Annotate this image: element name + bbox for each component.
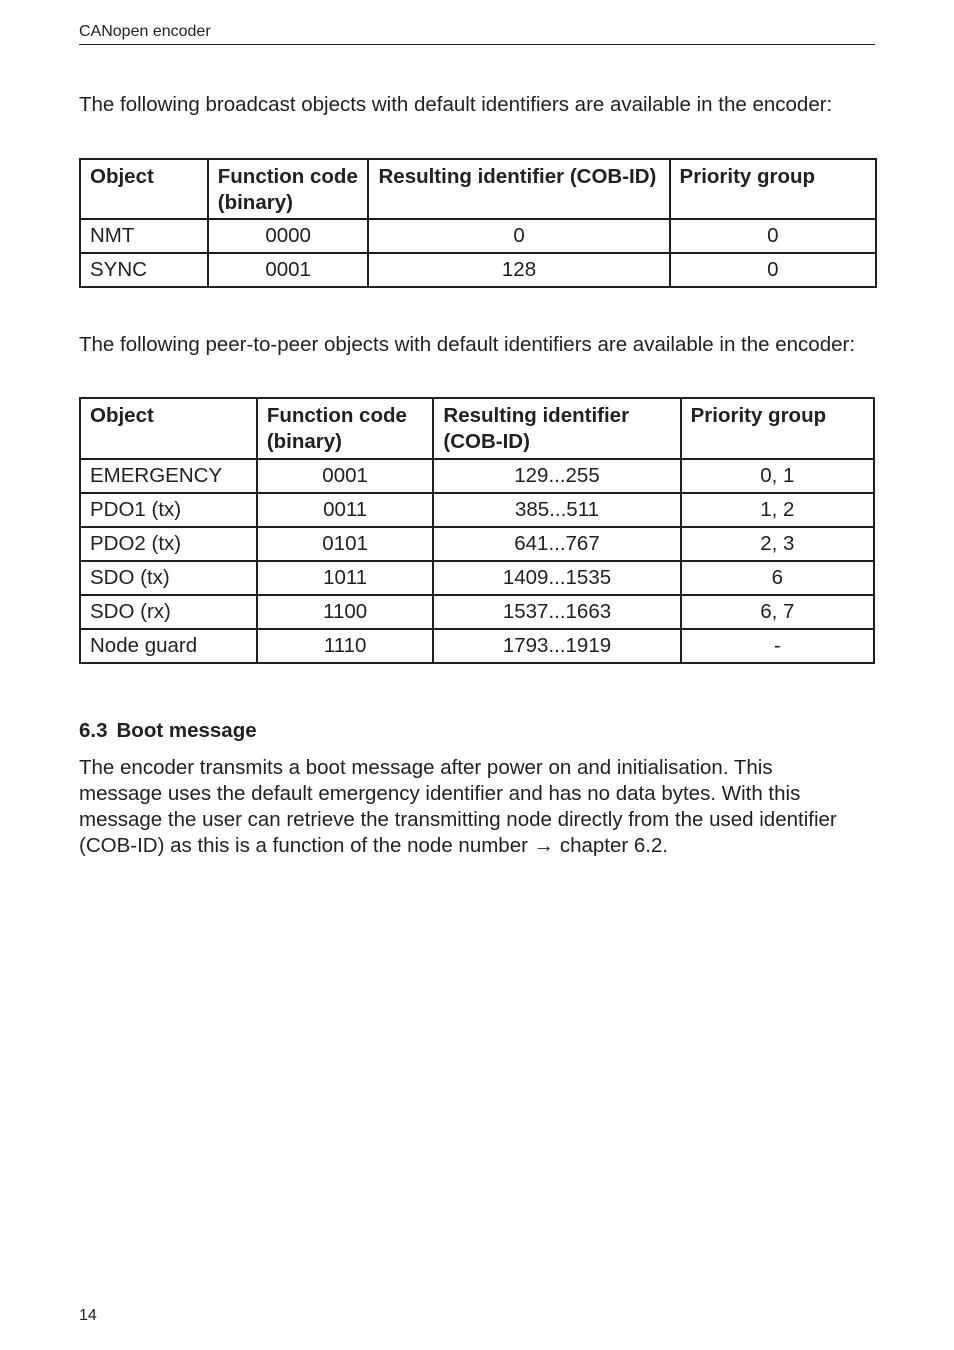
section-body-text: The encoder transmits a boot message after power on and initialisation. This message uses the default emergency identifier and has no data bytes. With this message the user can retrieve the transmitting node directly from the used identifier (COB-ID) as this is a function of the node number → chapter 6.2. (79, 756, 837, 857)
cell-function-code: 1011 (257, 561, 434, 595)
cell-priority-group: - (681, 629, 874, 663)
column-header-function-code: Function code (binary) (257, 398, 434, 459)
cell-object: SYNC (80, 253, 208, 287)
cell-cob-id: 129...255 (433, 459, 680, 493)
cell-object: EMERGENCY (80, 459, 257, 493)
table-row (80, 629, 874, 663)
table-header-row (80, 398, 874, 459)
column-header-function-code: Function code (binary) (208, 159, 369, 219)
cell-object: PDO1 (tx) (80, 493, 257, 527)
cell-function-code: 1100 (257, 595, 434, 629)
cell-cob-id: 128 (368, 253, 669, 287)
cell-priority-group: 0, 1 (681, 459, 874, 493)
cell-priority-group: 0 (670, 219, 876, 253)
table-row (80, 527, 874, 561)
table-row (80, 561, 874, 595)
page-number: 14 (79, 1307, 97, 1324)
cell-priority-group: 6 (681, 561, 874, 595)
table-row (80, 493, 874, 527)
cell-priority-group: 6, 7 (681, 595, 874, 629)
table-header-row (80, 159, 876, 219)
section-number: 6.3 (79, 719, 108, 742)
peer-to-peer-objects-table (79, 397, 875, 664)
column-header-priority-group: Priority group (670, 159, 876, 219)
cell-cob-id: 1537...1663 (433, 595, 680, 629)
cell-priority-group: 2, 3 (681, 527, 874, 561)
table-row (80, 219, 876, 253)
cell-object: PDO2 (tx) (80, 527, 257, 561)
cell-cob-id: 0 (368, 219, 669, 253)
cell-priority-group: 1, 2 (681, 493, 874, 527)
column-header-cob-id: Resulting identifier (COB-ID) (368, 159, 669, 219)
cell-function-code: 0101 (257, 527, 434, 561)
cell-cob-id: 1793...1919 (433, 629, 680, 663)
broadcast-objects-table (79, 158, 877, 288)
cell-function-code: 0001 (208, 253, 369, 287)
cell-object: SDO (rx) (80, 595, 257, 629)
table-row (80, 253, 876, 287)
cell-object: NMT (80, 219, 208, 253)
cell-priority-group: 0 (670, 253, 876, 287)
table-row (80, 459, 874, 493)
cell-cob-id: 1409...1535 (433, 561, 680, 595)
cell-cob-id: 385...511 (433, 493, 680, 527)
cell-function-code: 1110 (257, 629, 434, 663)
column-header-object: Object (80, 398, 257, 459)
column-header-cob-id: Resulting identifier (COB-ID) (433, 398, 680, 459)
cell-object: SDO (tx) (80, 561, 257, 595)
intro-peer-text: The following peer-to-peer objects with default identifiers are available in the encoder: (79, 333, 856, 356)
cell-function-code: 0011 (257, 493, 434, 527)
running-header: CANopen encoder (79, 22, 875, 45)
intro-broadcast-text: The following broadcast objects with default identifiers are available in the encoder: (79, 93, 833, 116)
cell-function-code: 0000 (208, 219, 369, 253)
section-heading (79, 718, 257, 744)
cell-object: Node guard (80, 629, 257, 663)
cell-function-code: 0001 (257, 459, 434, 493)
column-header-priority-group: Priority group (681, 398, 874, 459)
column-header-object: Object (80, 159, 208, 219)
table-row (80, 595, 874, 629)
cell-cob-id: 641...767 (433, 527, 680, 561)
section-title: Boot message (116, 719, 257, 742)
